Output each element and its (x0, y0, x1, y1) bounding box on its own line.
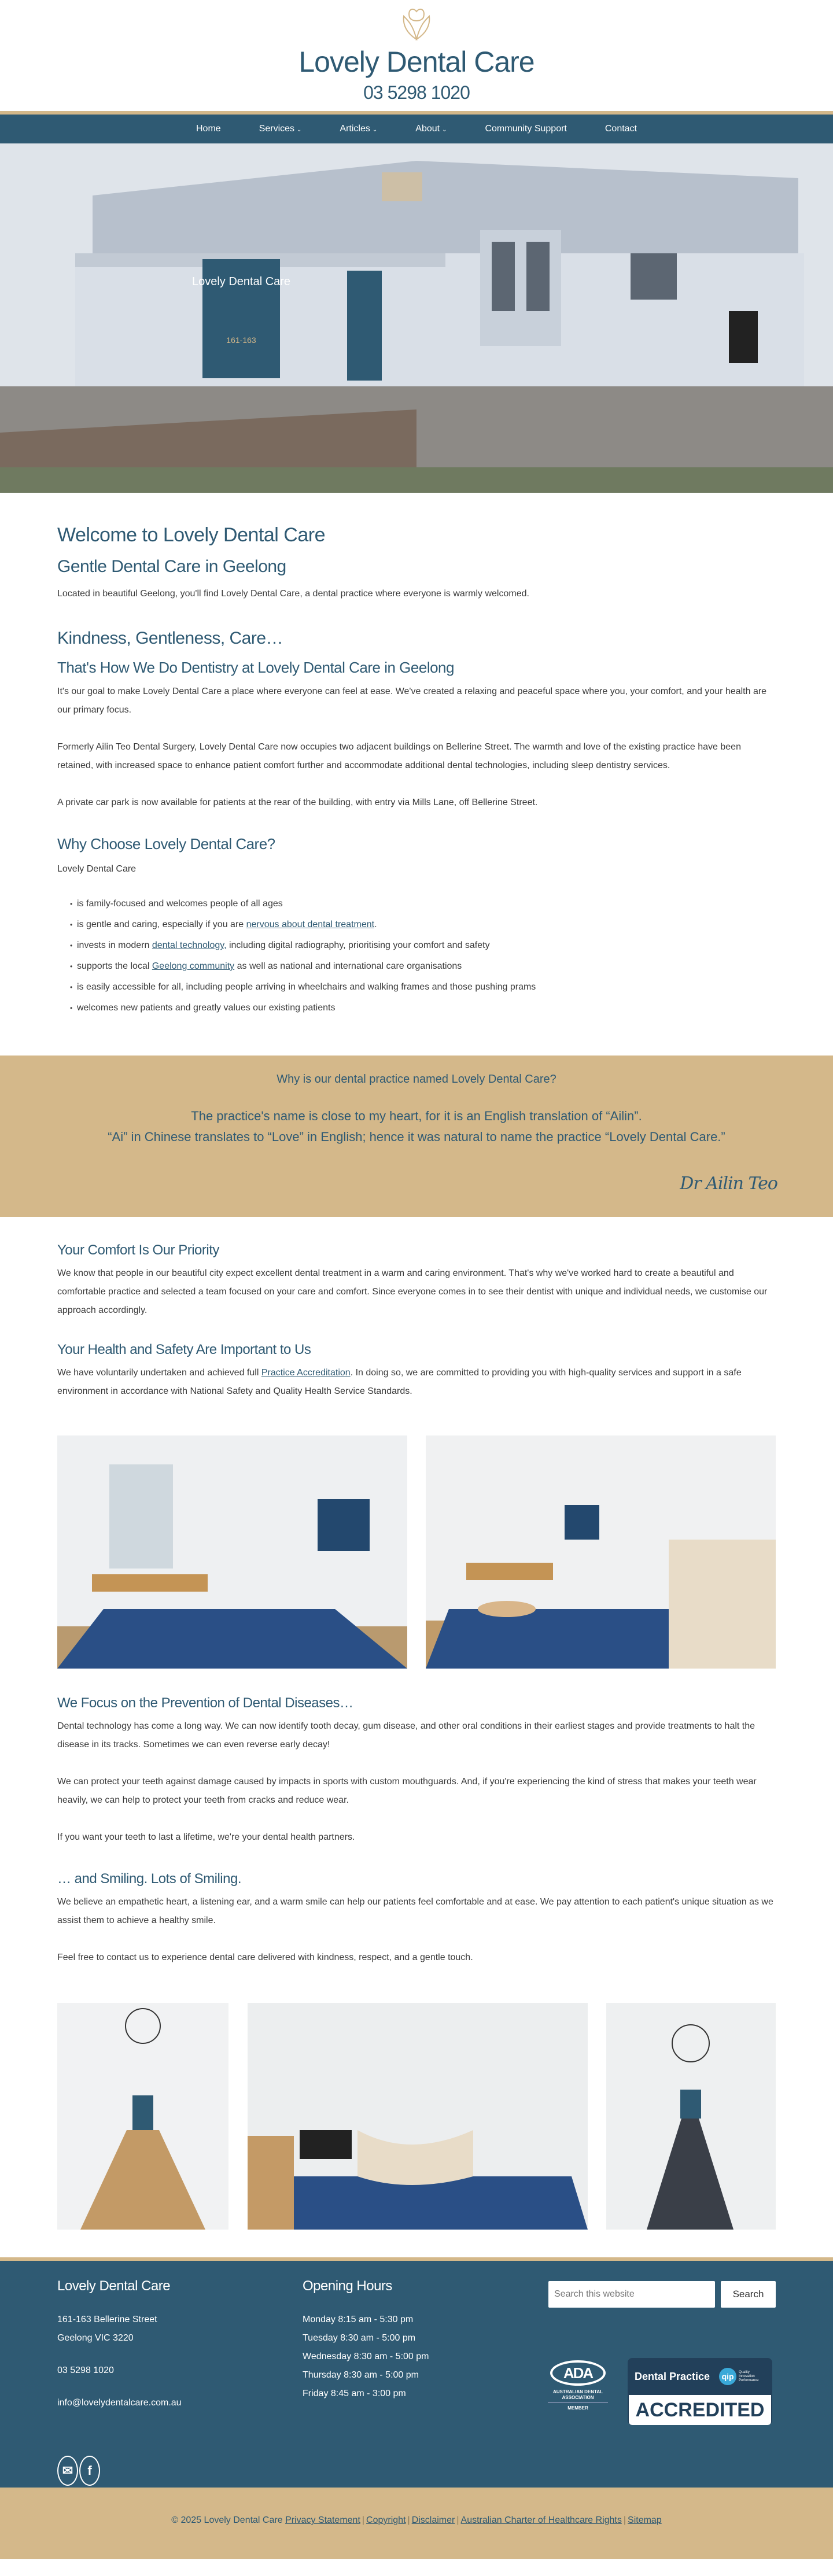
hours-line: Monday 8:15 am - 5:30 pm (303, 2315, 414, 2324)
separator: | (362, 2515, 365, 2525)
hours-line: Tuesday 8:30 am - 5:00 pm (303, 2333, 416, 2343)
list-item (70, 914, 776, 935)
search-button[interactable]: Search (721, 2281, 776, 2308)
section-heading: Kindness, Gentleness, Care… (57, 629, 283, 648)
paragraph: A private car park is now available for patients at the rear of the building, with entry via Mills Lane, off Bellerine Street. (57, 798, 538, 807)
site-header (0, 0, 833, 111)
badge-text: MEMBER (548, 2402, 608, 2411)
band-quote-line: “Ai” in Chinese translates to “Love” in English; hence it was natural to name the practice “Lovely Dental Care.” (108, 1130, 725, 1144)
list-item (70, 894, 776, 914)
copyright-bar (0, 2488, 833, 2559)
social-links (57, 2456, 100, 2486)
badge-text: Dental Practice (635, 2370, 710, 2382)
photo-row (57, 1435, 776, 1669)
band-quote-line: The practice's name is close to my heart, for it is an English translation of “Ailin”. (191, 1109, 642, 1123)
sign-text: Lovely Dental Care (191, 275, 291, 288)
section-subheading: That's How We Do Dentistry at Lovely Dental Care in Geelong (57, 659, 454, 676)
paragraph: It's our goal to make Lovely Dental Care a place where everyone can feel at ease. We've created a relaxing and peaceful space where you, your comfort, and your health are our primary focus. (57, 687, 767, 715)
nav-label: Articles (340, 124, 370, 134)
nav-label: Contact (605, 124, 637, 134)
item-text: supports the local (77, 961, 152, 971)
reasons-list (70, 894, 776, 1018)
site-footer (0, 2261, 833, 2488)
charter-link[interactable]: Australian Charter of Healthcare Rights (460, 2515, 622, 2525)
nav-label: About (415, 124, 440, 134)
name-story-band (0, 1056, 833, 1217)
item-text: is gentle and caring, especially if you are (77, 920, 246, 929)
main-content (0, 524, 833, 1018)
ada-logo: ADA (550, 2360, 606, 2386)
copyright-link[interactable]: Copyright (366, 2515, 406, 2525)
nav-contact[interactable] (586, 124, 656, 134)
corridor-photo (606, 2003, 776, 2230)
hallway-photo (57, 2003, 228, 2230)
footer-heading: Lovely Dental Care (57, 2278, 171, 2294)
paragraph: Formerly Ailin Teo Dental Surgery, Lovely Dental Care now occupies two adjacent buildings on Bellerine Street. The warmth and love of the existing practice have been retained, with increased space to enhance patient comfort further and accommodate additional dental technologies, including sleep dentistry services. (57, 742, 741, 770)
subtitle: Gentle Dental Care in Geelong (57, 557, 286, 576)
sign-number: 161-163 (226, 335, 256, 345)
geelong-community-link[interactable]: Geelong community (152, 961, 235, 971)
list-item (70, 977, 776, 998)
qip-icon: qip (719, 2368, 736, 2385)
text: . In doing so, we are committed to providing you with high-quality services and support in a safe environment in accordance with National Safety and Quality Health Service Standards. (57, 1368, 742, 1396)
opening-hours (303, 2278, 429, 2403)
photo-row (57, 2003, 776, 2230)
paragraph: We can protect your teeth against damage caused by impacts in sports with custom mouthguards. And, if you're experiencing the kind of stress that makes your teeth wear heavily, we can help to protect your teeth from cracks and reduce wear. (57, 1777, 757, 1805)
search-input[interactable] (548, 2281, 715, 2308)
list-item (70, 935, 776, 956)
item-text: including digital radiography, prioritising your comfort and safety (226, 940, 490, 950)
ada-member-badge[interactable] (548, 2360, 608, 2411)
privacy-link[interactable]: Privacy Statement (285, 2515, 360, 2525)
paragraph: Dental technology has come a long way. We can now identify tooth decay, gum disease, and other oral conditions in their earliest stages and provide treatments to halt the disease in its tracks. Sometimes we can even reverse early decay! (57, 1721, 755, 1750)
badge-text: ASSOCIATION (562, 2395, 594, 2400)
nervous-link[interactable]: nervous about dental treatment (246, 920, 375, 929)
list-item (70, 998, 776, 1018)
paragraph (57, 1364, 776, 1401)
qip-logo (719, 2368, 762, 2385)
section-heading: Why Choose Lovely Dental Care? (57, 835, 275, 852)
badge-text: ACCREDITED (629, 2395, 771, 2425)
email-icon[interactable]: ✉ (57, 2456, 78, 2486)
item-text: is easily accessible for all, including people arriving in wheelchairs and walking frames and those pushing prams (77, 982, 536, 992)
reception-photo (426, 1435, 776, 1669)
address-line: Geelong VIC 3220 (57, 2333, 134, 2343)
main-nav (0, 115, 833, 143)
nav-community-support[interactable] (466, 124, 585, 134)
badge-top (628, 2358, 772, 2395)
separator: | (407, 2515, 410, 2525)
band-question: Why is our dental practice named Lovely Dental Care? (277, 1073, 556, 1086)
sitemap-link[interactable]: Sitemap (628, 2515, 662, 2525)
paragraph: We know that people in our beautiful city expect excellent dental treatment in a warm and caring environment. That's why we've worked hard to create a beautiful and comfortable practice and selected a team focused on your care and comfort. Since everyone comes in to see their dentist with unique and individual needs, we customise our approach accordingly. (57, 1268, 768, 1315)
paragraph: We believe an empathetic heart, a listening ear, and a warm smile can help our patients feel comfortable and at ease. We pay attention to each patient's unique situation as we assist them to achieve a healthy smile. (57, 1897, 773, 1925)
section-heading: … and Smiling. Lots of Smiling. (57, 1871, 241, 1887)
list-item (70, 956, 776, 977)
footer-phone[interactable]: 03 5298 1020 (57, 2365, 114, 2375)
separator: | (456, 2515, 459, 2525)
list-lead: Lovely Dental Care (57, 864, 137, 874)
hours-line: Friday 8:45 am - 3:00 pm (303, 2389, 406, 2398)
accredited-badge[interactable] (628, 2358, 772, 2425)
disclaimer-link[interactable]: Disclaimer (411, 2515, 455, 2525)
hours-line: Thursday 8:30 am - 5:00 pm (303, 2370, 419, 2380)
building-photo (0, 143, 833, 493)
section-heading: Your Health and Safety Are Important to Us (57, 1342, 311, 1357)
copyright-text: © 2025 Lovely Dental Care (171, 2515, 283, 2525)
paragraph: Feel free to contact us to experience dental care delivered with kindness, respect, and a gentle touch. (57, 1953, 473, 1962)
item-text: as well as national and international care organisations (234, 961, 462, 971)
intro-paragraph: Located in beautiful Geelong, you'll find Lovely Dental Care, a dental practice where everyone is warmly welcomed. (57, 589, 529, 599)
nav-label: Services (259, 124, 295, 134)
signature: Dr Ailin Teo (680, 1173, 777, 1194)
nav-label: Community Support (485, 124, 567, 134)
practice-accreditation-link[interactable]: Practice Accreditation (261, 1368, 351, 1378)
footer-heading: Opening Hours (303, 2278, 392, 2294)
address-line: 161-163 Bellerine Street (57, 2315, 157, 2324)
tooth-flower-logo-icon[interactable] (390, 5, 443, 42)
nav-articles[interactable] (320, 124, 396, 134)
separator: | (623, 2515, 626, 2525)
site-title[interactable]: Lovely Dental Care (298, 46, 535, 78)
item-text: . (374, 920, 377, 929)
badge-text: AUSTRALIAN DENTAL (552, 2389, 603, 2394)
waiting-room-photo (57, 1435, 407, 1669)
facebook-icon[interactable]: f (79, 2456, 100, 2486)
dental-technology-link[interactable]: dental technology, (152, 940, 227, 950)
paragraph: If you want your teeth to last a lifetime, we're your dental health partners. (57, 1832, 355, 1842)
section-heading: We Focus on the Prevention of Dental Diseases… (57, 1695, 353, 1711)
reception-desk-photo (248, 2003, 588, 2230)
hero-image-building (0, 143, 833, 493)
page-title: Welcome to Lovely Dental Care (57, 524, 325, 546)
comfort-section (0, 1242, 833, 2230)
item-text: welcomes new patients and greatly values our existing patients (77, 1003, 336, 1013)
header-phone[interactable]: 03 5298 1020 (363, 82, 470, 103)
footer-contact (57, 2278, 182, 2412)
text: We have voluntarily undertaken and achieved full (57, 1368, 261, 1378)
nav-label: Home (196, 124, 221, 134)
item-text: invests in modern (77, 940, 152, 950)
nav-services[interactable] (240, 124, 321, 134)
qip-text: Quality Innovation Performance (739, 2370, 759, 2382)
footer-email[interactable]: info@lovelydentalcare.com.au (57, 2398, 182, 2408)
chevron-down-icon: ⌄ (297, 127, 302, 133)
item-text: is family-focused and welcomes people of all ages (77, 899, 283, 909)
chevron-down-icon: ⌄ (372, 127, 378, 133)
section-heading: Your Comfort Is Our Priority (57, 1242, 219, 1258)
nav-about[interactable] (396, 124, 466, 134)
hours-line: Wednesday 8:30 am - 5:00 pm (303, 2352, 429, 2361)
chevron-down-icon: ⌄ (442, 127, 447, 133)
nav-home[interactable] (177, 124, 240, 134)
